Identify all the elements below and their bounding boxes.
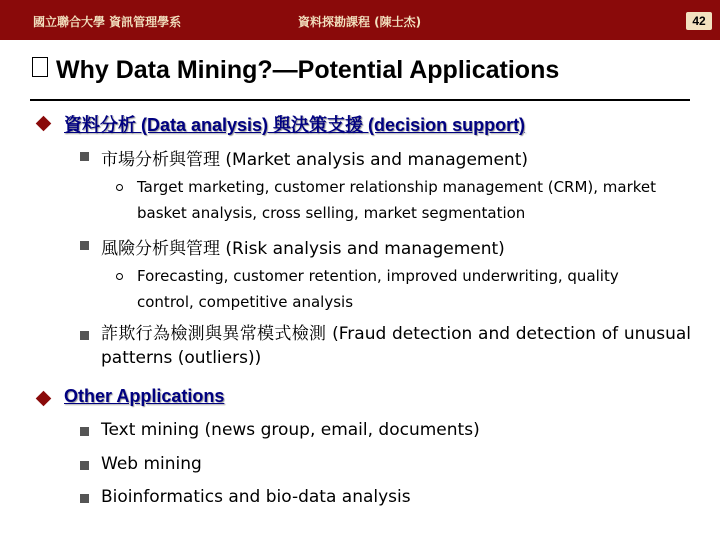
- sub-item-risk-analysis: Forecasting, customer retention, improved underwriting, quality control, competitive analysis: [137, 267, 619, 311]
- list-item-bioinformatics: Bioinformatics and bio-data analysis: [101, 487, 411, 507]
- list-item-market-analysis: 市場分析與管理 (Market analysis and management): [101, 150, 529, 170]
- circle-bullet-icon: [116, 273, 123, 280]
- diamond-bullet-icon: [36, 391, 52, 407]
- square-bullet-icon: [80, 494, 89, 503]
- diamond-bullet-icon: [36, 116, 52, 132]
- square-bullet-icon: [80, 461, 89, 470]
- header-department: 國立聯合大學 資訊管理學系: [33, 15, 182, 29]
- circle-bullet-icon: [116, 184, 123, 191]
- square-bullet-icon: [80, 331, 89, 340]
- list-item-fraud-detection: 詐欺行為檢測與異常模式檢測 (Fraud detection and detection of unusual patterns (outliers)): [101, 324, 691, 368]
- section-heading-data-analysis[interactable]: 資料分析 (Data analysis) 與決策支援 (decision support): [64, 115, 526, 135]
- missing-glyph-icon: [32, 57, 48, 77]
- square-bullet-icon: [80, 152, 89, 161]
- section-heading-other-applications[interactable]: Other Applications: [64, 386, 225, 406]
- header-course: 資料探勘課程 (陳士杰): [298, 15, 422, 29]
- page-number-badge: 42: [686, 12, 712, 30]
- list-item-text-mining: Text mining (news group, email, documents): [101, 420, 480, 440]
- slide-title: Why Data Mining?—Potential Applications: [56, 56, 560, 84]
- sub-item-market-analysis: Target marketing, customer relationship management (CRM), market basket analysis, cross selling, market segmentation: [137, 178, 657, 222]
- list-item-risk-analysis: 風險分析與管理 (Risk analysis and management): [101, 239, 505, 259]
- list-item-web-mining: Web mining: [101, 454, 202, 474]
- square-bullet-icon: [80, 427, 89, 436]
- square-bullet-icon: [80, 241, 89, 250]
- title-divider: [30, 99, 690, 101]
